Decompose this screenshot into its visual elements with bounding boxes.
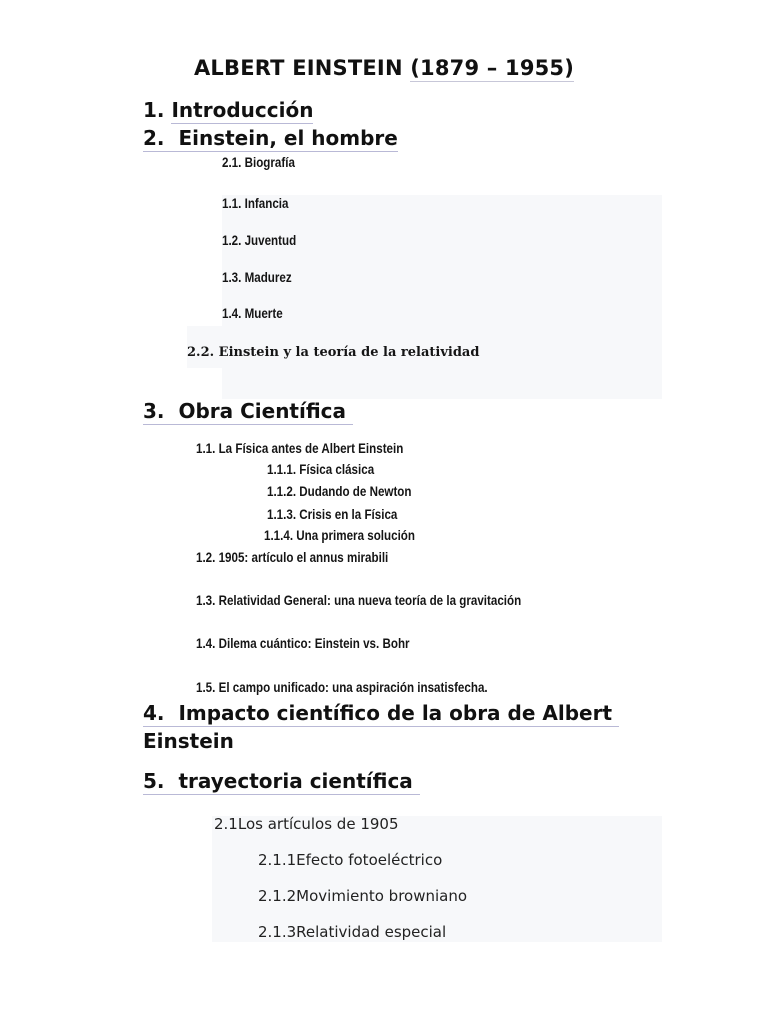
toc-item: 1.4. Dilema cuántico: Einstein vs. Bohr [196, 636, 410, 651]
section-4-heading-cont [143, 727, 234, 755]
section-2-label: Einstein, el hombre [178, 126, 398, 150]
toc-item: 2.1.2Movimiento browniano [258, 887, 468, 905]
section-3-label: Obra Científica [178, 399, 347, 423]
toc-item: 1.3. Madurez [222, 270, 292, 285]
toc-item: 1.1.3. Crisis en la Física [267, 507, 398, 522]
section-4-label-line1: Impacto científico de la obra de Albert [178, 701, 612, 725]
toc-item: 1.1.1. Física clásica [267, 462, 375, 477]
section-5-heading [143, 767, 420, 795]
section-5-number: 5. [143, 769, 165, 793]
toc-item: 2.1.1Efecto fotoeléctrico [258, 851, 443, 869]
section-5-label: trayectoria científica [178, 769, 413, 793]
shaded-block-biografia [222, 195, 662, 399]
section-1-label: Introducción [171, 98, 314, 122]
section-3-number: 3. [143, 399, 165, 423]
toc-item: 1.4. Muerte [222, 306, 283, 321]
section-1-number: 1. [143, 98, 165, 122]
title-dates: (1879 – 1955) [410, 56, 575, 80]
toc-item: 1.1.4. Una primera solución [264, 528, 415, 543]
toc-item: 1.5. El campo unificado: una aspiración insatisfecha. [196, 680, 488, 695]
section-2-number: 2. [143, 126, 165, 150]
toc-item: 2.2. Einstein y la teoría de la relatividad [187, 345, 480, 360]
section-3-heading [143, 397, 353, 425]
toc-item: 1.2. 1905: artículo el annus mirabili [196, 550, 389, 565]
toc-item: 2.1Los artículos de 1905 [214, 815, 399, 833]
toc-item: 2.1. Biografía [222, 155, 295, 170]
toc-item: 1.1.2. Dudando de Newton [267, 484, 412, 499]
section-4-heading [143, 699, 619, 727]
section-4-label-line2: Einstein [143, 729, 234, 753]
toc-item: 2.1.3Relatividad especial [258, 923, 447, 941]
toc-item: 1.1. Infancia [222, 196, 289, 211]
toc-item: 1.2. Juventud [222, 233, 297, 248]
section-2-heading [143, 124, 398, 152]
section-4-number: 4. [143, 701, 165, 725]
toc-item: 1.3. Relatividad General: una nueva teoría de la gravitación [196, 593, 522, 608]
page-title [0, 56, 768, 80]
title-name: ALBERT EINSTEIN [193, 56, 411, 80]
section-1-heading [143, 96, 313, 124]
toc-item: 1.1. La Física antes de Albert Einstein [196, 441, 404, 456]
